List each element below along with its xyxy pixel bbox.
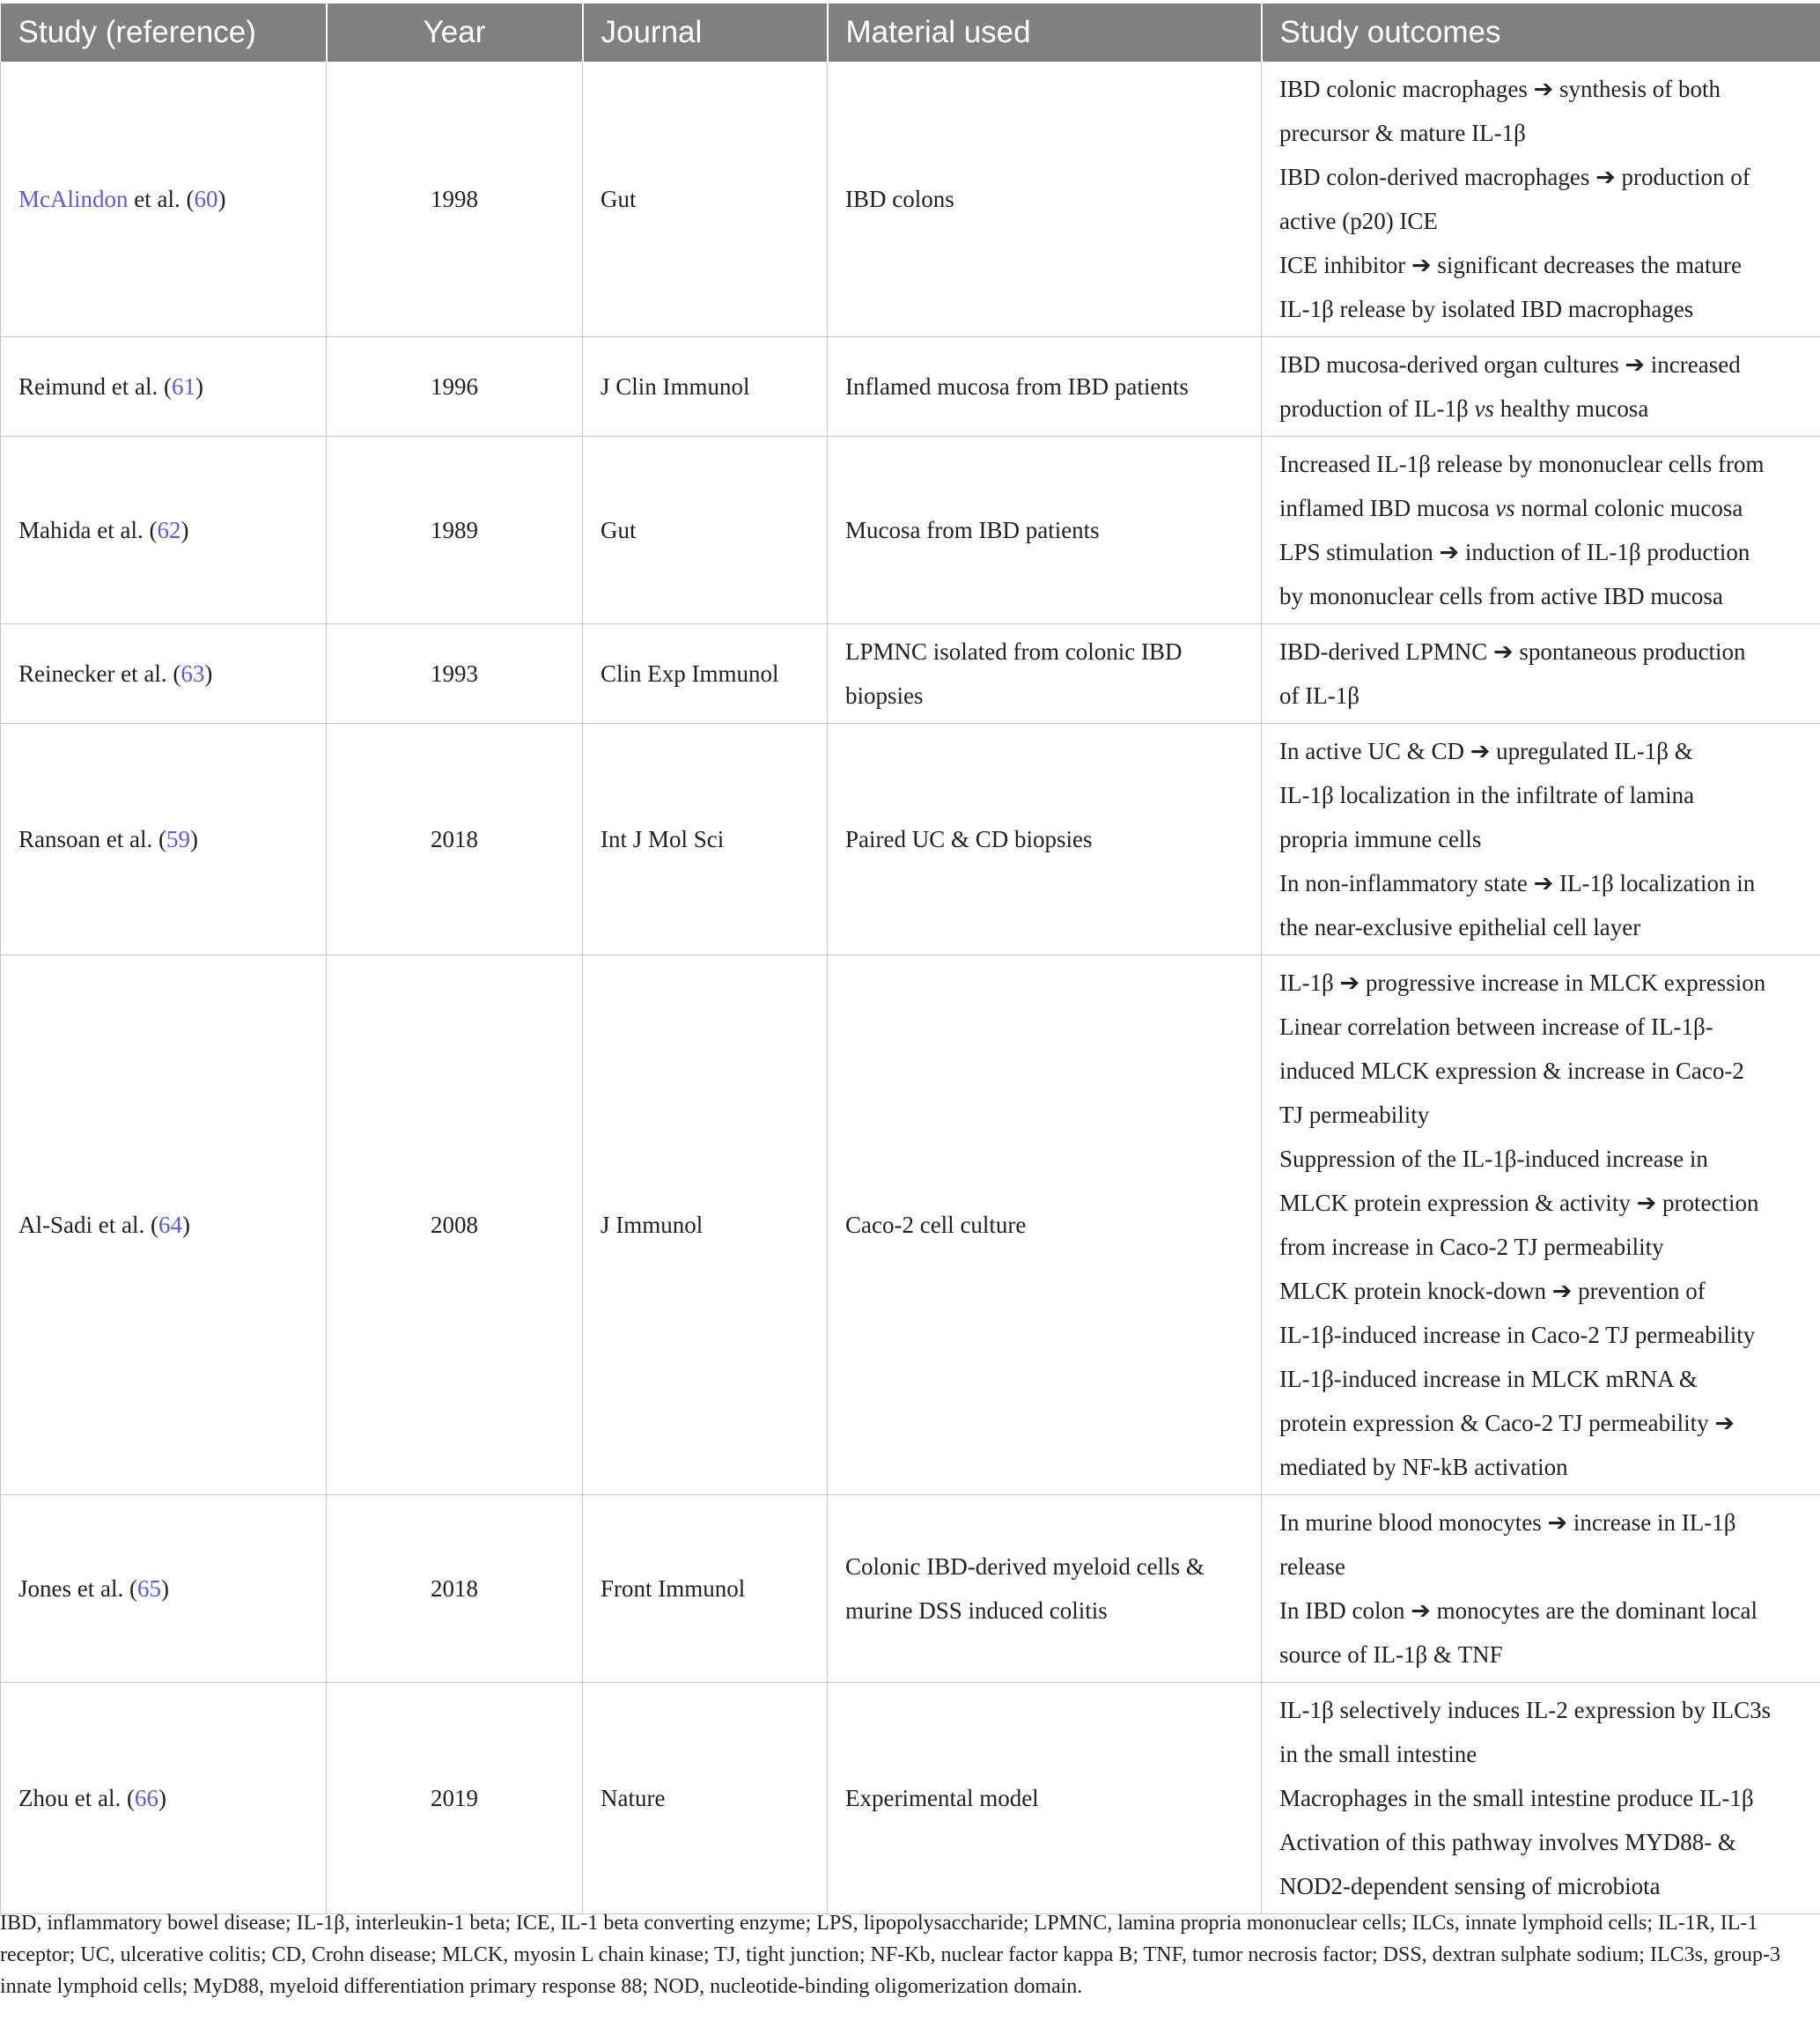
study-cell xyxy=(1,724,327,955)
reference-link[interactable]: 61 xyxy=(171,373,195,400)
year-cell: 1998 xyxy=(327,62,583,337)
reference-link[interactable]: 65 xyxy=(136,1575,161,1602)
outcomes-cell xyxy=(1262,437,1820,624)
study-close: ) xyxy=(204,660,213,687)
study-close: ) xyxy=(181,517,189,543)
outcome-line: IL-1β release by isolated IBD macrophages xyxy=(1279,296,1694,322)
reference-link[interactable]: 60 xyxy=(194,186,218,212)
outcome-line: production of IL-1β vs healthy mucosa xyxy=(1279,395,1649,422)
outcome-line: IBD-derived LPMNC ➔ spontaneous production xyxy=(1279,638,1746,665)
study-close: ) xyxy=(158,1785,166,1811)
study-text: Zhou et al. ( xyxy=(18,1785,135,1811)
outcome-line: induced MLCK expression & increase in Caco-2 xyxy=(1279,1058,1744,1084)
header-outcomes: Study outcomes xyxy=(1262,4,1820,62)
study-close: ) xyxy=(195,373,203,400)
outcome-line: IL-1β-induced increase in MLCK mRNA & xyxy=(1279,1366,1698,1392)
outcome-line: IL-1β localization in the infiltrate of lamina xyxy=(1279,782,1695,808)
table-row xyxy=(1,62,1820,337)
outcome-line: In non-inflammatory state ➔ IL-1β localization in xyxy=(1279,870,1756,896)
material-cell: IBD colons xyxy=(828,62,1262,337)
outcome-line: NOD2-dependent sensing of microbiota xyxy=(1279,1873,1661,1899)
table-footnote: IBD, inflammatory bowel disease; IL-1β, interleukin-1 beta; ICE, IL-1 beta converting enzyme; LPS, lipopolysaccharide; LPMNC, lamina propria mononuclear cells; ILCs, innate lymphoid cells; IL-1R, IL-1 receptor; UC, ulcerative colitis; CD, Crohn disease; MLCK, myosin L chain kinase; TJ, tight junction; NF-Kb, nuclear factor kappa B; TNF, tumor necrosis factor; DSS, dextran sulphate sodium; ILC3s, group-3 innate lymphoid cells; MyD88, myeloid differentiation primary response 88; NOD, nucleotide-binding oligomerization domain. xyxy=(0,1912,1780,1998)
year-cell: 2019 xyxy=(327,1683,583,1914)
year-cell: 2018 xyxy=(327,724,583,955)
journal-cell: Nature xyxy=(583,1683,828,1914)
outcome-line: inflamed IBD mucosa vs normal colonic mucosa xyxy=(1279,495,1743,521)
study-close: ) xyxy=(160,1575,169,1602)
table-row xyxy=(1,1495,1820,1683)
outcome-line: MLCK protein expression & activity ➔ protection xyxy=(1279,1190,1759,1216)
outcome-line: IL-1β-induced increase in Caco-2 TJ permeability xyxy=(1279,1322,1756,1348)
study-cell xyxy=(1,1495,327,1683)
outcomes-cell xyxy=(1262,724,1820,955)
material-cell: Colonic IBD-derived myeloid cells & murine DSS induced colitis xyxy=(828,1495,1262,1683)
study-text: Al-Sadi et al. ( xyxy=(18,1212,158,1238)
study-cell xyxy=(1,62,327,337)
study-text: et al. ( xyxy=(128,186,195,212)
outcome-line: In active UC & CD ➔ upregulated IL-1β & xyxy=(1279,738,1693,764)
material-cell: Experimental model xyxy=(828,1683,1262,1914)
outcome-line: IBD colon-derived macrophages ➔ production of xyxy=(1279,164,1750,190)
material-cell: Paired UC & CD biopsies xyxy=(828,724,1262,955)
table-row xyxy=(1,337,1820,437)
material-cell: Caco-2 cell culture xyxy=(828,955,1262,1495)
header-row xyxy=(1,4,1820,62)
outcomes-cell xyxy=(1262,62,1820,337)
outcome-line: In IBD colon ➔ monocytes are the dominant local xyxy=(1279,1597,1757,1624)
outcome-line: IL-1β selectively induces IL-2 expression by ILC3s xyxy=(1279,1697,1772,1723)
header-year: Year xyxy=(327,4,583,62)
year-cell: 2018 xyxy=(327,1495,583,1683)
outcomes-cell xyxy=(1262,1683,1820,1914)
outcome-line: source of IL-1β & TNF xyxy=(1279,1641,1503,1668)
material-cell: Mucosa from IBD patients xyxy=(828,437,1262,624)
header-study: Study (reference) xyxy=(1,4,327,62)
material-cell: LPMNC isolated from colonic IBD biopsies xyxy=(828,624,1262,724)
table-row xyxy=(1,955,1820,1495)
outcome-line: Increased IL-1β release by mononuclear cells from xyxy=(1279,451,1765,477)
outcome-line: precursor & mature IL-1β xyxy=(1279,120,1526,146)
journal-cell: Int J Mol Sci xyxy=(583,724,828,955)
outcome-line: LPS stimulation ➔ induction of IL-1β production xyxy=(1279,539,1750,565)
year-cell: 1996 xyxy=(327,337,583,437)
outcome-line: TJ permeability xyxy=(1279,1102,1430,1128)
reference-link[interactable]: 59 xyxy=(166,826,190,852)
studies-table xyxy=(0,4,1820,1914)
material-cell: Inflamed mucosa from IBD patients xyxy=(828,337,1262,437)
outcome-line: propria immune cells xyxy=(1279,826,1482,852)
table-row xyxy=(1,437,1820,624)
outcome-line: active (p20) ICE xyxy=(1279,208,1438,234)
reference-link[interactable]: 63 xyxy=(181,660,205,687)
reference-link[interactable]: 66 xyxy=(134,1785,158,1811)
study-cell xyxy=(1,624,327,724)
study-text: Reimund et al. ( xyxy=(18,373,172,400)
outcomes-cell xyxy=(1262,1495,1820,1683)
outcome-line: In murine blood monocytes ➔ increase in IL-1β xyxy=(1279,1509,1736,1536)
journal-cell: Gut xyxy=(583,437,828,624)
outcome-line: in the small intestine xyxy=(1279,1741,1477,1767)
outcome-line: mediated by NF-kB activation xyxy=(1279,1454,1568,1480)
header-journal: Journal xyxy=(583,4,828,62)
study-cell xyxy=(1,1683,327,1914)
outcome-line: protein expression & Caco-2 TJ permeability ➔ xyxy=(1279,1410,1735,1436)
study-text: Mahida et al. ( xyxy=(18,517,158,543)
table-row xyxy=(1,624,1820,724)
outcome-line: by mononuclear cells from active IBD mucosa xyxy=(1279,583,1723,609)
journal-cell: J Immunol xyxy=(583,955,828,1495)
outcomes-cell xyxy=(1262,624,1820,724)
study-cell xyxy=(1,955,327,1495)
outcome-line: Activation of this pathway involves MYD88- & xyxy=(1279,1829,1736,1855)
journal-cell: Clin Exp Immunol xyxy=(583,624,828,724)
journal-cell: Front Immunol xyxy=(583,1495,828,1683)
outcome-line: Macrophages in the small intestine produce IL-1β xyxy=(1279,1785,1754,1811)
table-row xyxy=(1,1683,1820,1914)
outcome-line: release xyxy=(1279,1553,1345,1580)
year-cell: 1989 xyxy=(327,437,583,624)
year-cell: 2008 xyxy=(327,955,583,1495)
study-text: Jones et al. ( xyxy=(18,1575,137,1602)
outcomes-cell xyxy=(1262,337,1820,437)
study-close: ) xyxy=(217,186,226,212)
outcome-line: IBD colonic macrophages ➔ synthesis of both xyxy=(1279,76,1721,102)
outcome-line: the near-exclusive epithelial cell layer xyxy=(1279,914,1641,940)
author-link[interactable]: McAlindon xyxy=(18,186,129,212)
study-cell xyxy=(1,437,327,624)
study-cell xyxy=(1,337,327,437)
year-cell: 1993 xyxy=(327,624,583,724)
outcome-line: of IL-1β xyxy=(1279,682,1359,709)
outcomes-cell xyxy=(1262,955,1820,1495)
table-row xyxy=(1,724,1820,955)
outcome-line: ICE inhibitor ➔ significant decreases the mature xyxy=(1279,252,1742,278)
outcome-line: Linear correlation between increase of IL-1β- xyxy=(1279,1014,1713,1040)
outcome-line: MLCK protein knock-down ➔ prevention of xyxy=(1279,1278,1706,1304)
study-text: Reinecker et al. ( xyxy=(18,660,181,687)
reference-link[interactable]: 62 xyxy=(157,517,181,543)
study-close: ) xyxy=(181,1212,190,1238)
study-close: ) xyxy=(189,826,198,852)
reference-link[interactable]: 64 xyxy=(158,1212,182,1238)
study-text: Ransoan et al. ( xyxy=(18,826,166,852)
outcome-line: Suppression of the IL-1β-induced increase in xyxy=(1279,1146,1708,1172)
header-material: Material used xyxy=(828,4,1262,62)
outcome-line: IBD mucosa-derived organ cultures ➔ increased xyxy=(1279,351,1741,378)
journal-cell: J Clin Immunol xyxy=(583,337,828,437)
journal-cell: Gut xyxy=(583,62,828,337)
outcome-line: from increase in Caco-2 TJ permeability xyxy=(1279,1234,1664,1260)
outcome-line: IL-1β ➔ progressive increase in MLCK expression xyxy=(1279,969,1766,996)
